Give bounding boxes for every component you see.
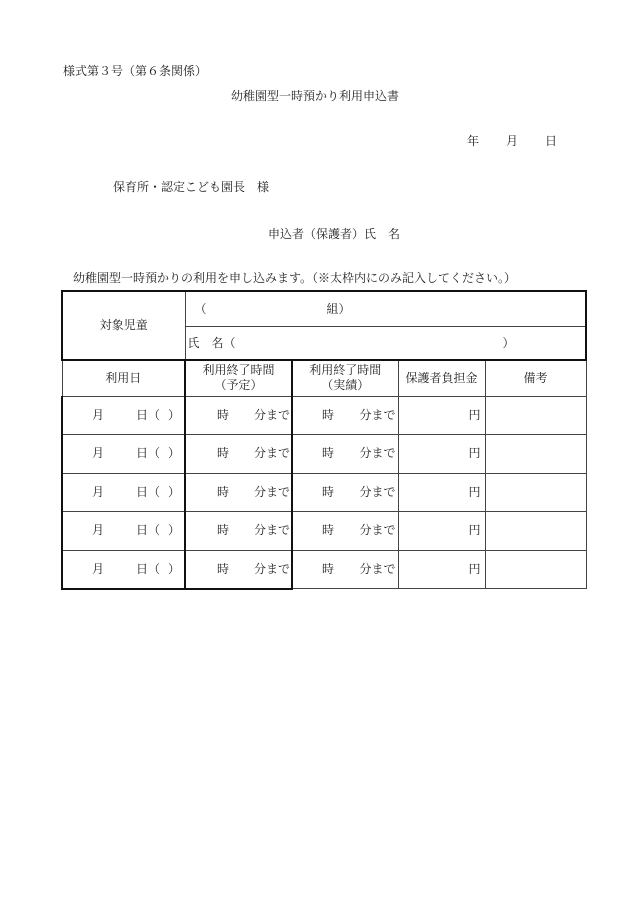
end-time-actual-cell[interactable] (292, 396, 398, 435)
application-table (61, 290, 587, 590)
hour-label: 時 (322, 523, 335, 538)
yen-label: 円 (468, 523, 481, 538)
yen-label: 円 (468, 561, 481, 576)
hour-label: 時 (322, 561, 335, 576)
day-label: 日（ (135, 561, 160, 576)
child-name-field[interactable] (185, 327, 586, 361)
end-time-planned-cell[interactable] (185, 550, 292, 589)
date-day-field[interactable]: 日 (545, 134, 558, 148)
header-fee: 保護者負担金 (398, 360, 485, 396)
dow-close: ） (167, 561, 180, 576)
instruction-text: 幼稚園型一時預かりの利用を申し込みます。（※太枠内にのみ記入してください。） (73, 271, 517, 285)
end-time-planned-cell[interactable] (185, 396, 292, 435)
minute-label: 分まで (359, 561, 396, 576)
target-child-label: 対象児童 (62, 291, 185, 360)
minute-label: 分まで (359, 484, 396, 499)
hour-label: 時 (322, 407, 335, 422)
remarks-cell[interactable] (485, 435, 586, 474)
dow-close: ） (167, 407, 180, 422)
yen-label: 円 (468, 484, 481, 499)
month-label: 月 (92, 446, 105, 461)
remarks-cell[interactable] (485, 550, 586, 589)
minute-label: 分まで (253, 446, 290, 461)
fee-cell[interactable] (398, 473, 485, 512)
child-name-label: 氏 名（ (187, 336, 236, 350)
hour-label: 時 (217, 446, 230, 461)
hour-label: 時 (217, 561, 230, 576)
table-row (62, 473, 586, 512)
header-remarks: 備考 (485, 360, 586, 396)
document-title: 幼稚園型一時預かり利用申込書 (230, 89, 399, 103)
end-time-actual-cell[interactable] (292, 550, 398, 589)
class-field[interactable] (185, 291, 586, 327)
end-time-planned-cell[interactable] (185, 512, 292, 551)
fee-cell[interactable] (398, 435, 485, 474)
minute-label: 分まで (253, 407, 290, 422)
header-end-time-planned (185, 360, 292, 396)
date-line (467, 135, 557, 147)
class-suffix: 組） (326, 302, 351, 316)
hour-label: 時 (322, 484, 335, 499)
end-time-actual-cell[interactable] (292, 435, 398, 474)
fee-cell[interactable] (398, 396, 485, 435)
use-date-cell[interactable] (62, 550, 185, 589)
hour-label: 時 (217, 407, 230, 422)
remarks-cell[interactable] (485, 396, 586, 435)
yen-label: 円 (468, 446, 481, 461)
end-time-actual-cell[interactable] (292, 473, 398, 512)
class-open-paren: （ (194, 302, 207, 316)
minute-label: 分まで (359, 446, 396, 461)
header-use-date: 利用日 (62, 360, 185, 396)
fee-cell[interactable] (398, 512, 485, 551)
end-time-actual-cell[interactable] (292, 512, 398, 551)
use-date-cell[interactable] (62, 396, 185, 435)
remarks-cell[interactable] (485, 473, 586, 512)
table-row (62, 550, 586, 589)
date-month-field[interactable]: 月 (506, 134, 519, 148)
use-date-cell[interactable] (62, 512, 185, 551)
table-row (62, 512, 586, 551)
day-label: 日（ (135, 484, 160, 499)
fee-cell[interactable] (398, 550, 485, 589)
header-end-time-actual (292, 360, 398, 396)
header-end-actual-line1: 利用終了時間 (309, 363, 382, 378)
table-row (62, 396, 586, 435)
end-time-planned-cell[interactable] (185, 435, 292, 474)
header-end-actual-line2: （実績） (321, 378, 370, 393)
month-label: 月 (92, 484, 105, 499)
use-date-cell[interactable] (62, 473, 185, 512)
date-year-field[interactable]: 年 (467, 134, 480, 148)
month-label: 月 (92, 523, 105, 538)
day-label: 日（ (135, 446, 160, 461)
hour-label: 時 (217, 523, 230, 538)
dow-close: ） (167, 484, 180, 499)
hour-label: 時 (322, 446, 335, 461)
month-label: 月 (92, 561, 105, 576)
addressee: 保育所・認定こども園長 様 (113, 180, 270, 194)
day-label: 日（ (135, 407, 160, 422)
dow-close: ） (167, 523, 180, 538)
applicant-name-field[interactable]: 申込者（保護者）氏 名 (268, 227, 401, 241)
child-name-close: ） (502, 336, 515, 350)
header-end-planned-line1: 利用終了時間 (202, 363, 275, 378)
form-number: 様式第３号（第６条関係） (63, 64, 208, 78)
header-end-planned-line2: （予定） (214, 378, 263, 393)
use-date-cell[interactable] (62, 435, 185, 474)
minute-label: 分まで (253, 484, 290, 499)
table-row (62, 435, 586, 474)
hour-label: 時 (217, 484, 230, 499)
minute-label: 分まで (359, 523, 396, 538)
remarks-cell[interactable] (485, 512, 586, 551)
minute-label: 分まで (253, 561, 290, 576)
month-label: 月 (92, 407, 105, 422)
minute-label: 分まで (253, 523, 290, 538)
day-label: 日（ (135, 523, 160, 538)
end-time-planned-cell[interactable] (185, 473, 292, 512)
minute-label: 分まで (359, 407, 396, 422)
dow-close: ） (167, 446, 180, 461)
yen-label: 円 (468, 407, 481, 422)
